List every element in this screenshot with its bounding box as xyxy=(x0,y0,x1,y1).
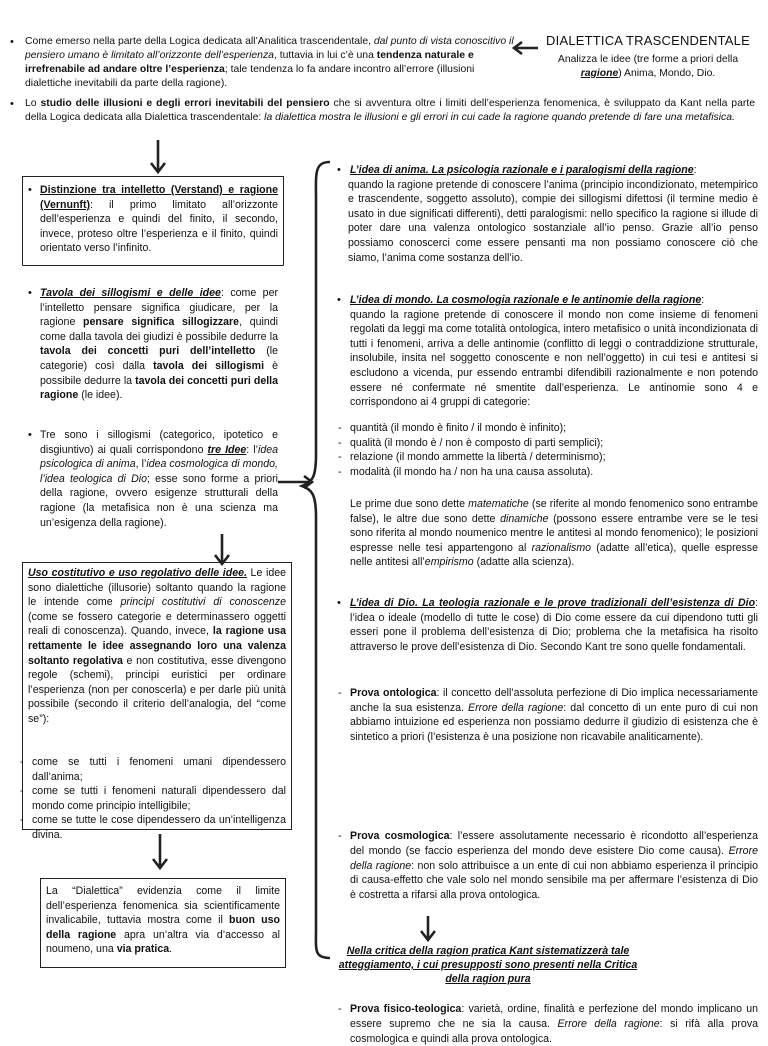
bullet-tavola: • xyxy=(28,287,32,299)
intro-paragraph xyxy=(25,35,515,91)
bullet-sillogismi: • xyxy=(28,429,32,441)
critica-note: Nella critica della ragion pratica Kant sistematizzerà tale atteggiamento, i cui presupposti sono presenti nella Critica della ragion pura xyxy=(338,945,638,986)
arrow-down-final xyxy=(150,834,170,872)
header-title: DIALETTICA TRASCENDENTALE xyxy=(546,33,750,48)
prova-fisico-teologica: - Prova fisico-teologica: varietà, ordine, finalità e perfezione del mondo implicano un essere supremo che ne sia la causa. Errore della ragione: si rifà alla prova cosmologica e quindi alla prova ontologica. xyxy=(338,1002,758,1046)
header-box xyxy=(543,32,753,81)
brace-ideas xyxy=(300,160,340,960)
final-text: La “Dialettica” evidenzia come il limite dell’esperienza fenomenica sia scientificamente invalicabile, tuttavia mostra come il buon uso della ragione apra un’altra via d’accesso al noumeno, una via pratica. xyxy=(46,885,280,956)
tavola-text: Tavola dei sillogismi e delle idee: come per l’intelletto pensare significa giudicare, per la ragione pensare significa sillogizzare, quindi come dalla tavola dei giudizi è possibile dedurre la tavola dei concetti puri dell’intelletto (le categorie) così dalla tavola dei sillogismi è possibile dedurre la tavola dei concetti puri della ragione (le idee). xyxy=(40,287,279,402)
bullet-box1: • xyxy=(28,184,32,196)
lead-paragraph: Lo studio delle illusioni e degli errori inevitabili del pensiero che si avventura oltre i limiti dell’esperienza fenomenica, è sviluppato da Kant nella parte della Logica dedicata alla Dialettica trascendentale: la dialettica mostra le illusioni e gli errori in cui cade la ragione quando pretende di fare una metafisica. xyxy=(25,98,755,123)
sillogismi-text: Tre sono i sillogismi (categorico, ipotetico e disgiuntivo) ai quali corrispondono tre Idee: l’idea psicologica di anima, l’idea cosmologica di mondo, l’idea teologica di Dio; esse sono forme a priori della ragione, ovvero esigenze strutturali della ragione (la metafisica non è una scienza ma un’esigenza della ragione). xyxy=(40,429,278,529)
anima-text: quando la ragione pretende di conoscere l’anima (principio incondizionato, metempirico e trascendente, soggetto assoluto), compie dei sillogismi difettosi (il termine medio è usato in due significati differenti), detti paralogismi: nello specifico la ragione si illude di poter dare una valenza ontologico sostanziale all’io penso. Grazie all’io penso possiamo conoscerci come essere pensanti ma non possiamo conoscere ciò che siamo, l’anima come sostanza dell’io. xyxy=(348,178,758,264)
anima-section: L’idea di anima. La psicologia razionale e i paralogismi della ragione: quando la ragione pretende di conoscere l’anima (principio incondizionato, metempirico e trascendente, soggetto assoluto), compie dei sillogismi difettosi (il termine medio è usato in due significati differenti), detti paralogismi: nello specifico la ragione si illude di poter dare una valenza ontologico sostanziale all’io penso. Grazie all’io penso possiamo conoscerci come essere pensanti ma non possiamo conoscere ciò che siamo, l’anima come sostanza dell’io. xyxy=(348,164,758,264)
mondo-detail: Le prime due sono dette matematiche (se riferite al mondo fenomenico sono entrambe false), le altre due sono dette dinamiche (possono essere entrambe vere se le tesi sono riferita al mondo noumenico mentre le antitesi al mondo fenomenico); le posizioni espresse nelle tesi appartengono al razionalismo (adatte all’etica), quelle espresse nelle antitesi all’empirismo (adatte alla scienza). xyxy=(350,498,758,569)
bullet-intro: • xyxy=(10,36,14,48)
prova-cosmologica: - Prova cosmologica: l’essere assolutamente necessario è ricondotto all’esperienza del mondo (se faccio esperienza del mondo deve esistere Dio come causa). Errore della ragione: non solo attribuisce a un ente di cui non abbiamo esperienza il principio di causa-effetto che vale solo nel mondo sensibile ma per affermare l’esistenza di Dio è costretta a rifarsi alla prova ontologica. xyxy=(338,829,758,902)
bullet-dio: • xyxy=(337,597,341,609)
intro-text-e: ; tale tendenza lo fa andare incontro all’errore (illusioni dialettiche inevitabili da parte della ragione). xyxy=(25,63,475,89)
bullet-mondo: • xyxy=(337,294,341,306)
antinomia-item: - qualità (il mondo è / non è composto di parti semplici); xyxy=(338,436,758,451)
intro-text-a: Come emerso nella parte della Logica dedicata all’Analitica trascendentale, xyxy=(25,36,374,47)
bullet-lead: • xyxy=(10,98,14,110)
uso-list-item: - come se tutti i fenomeni umani dipendessero dall’anima; xyxy=(20,755,286,784)
arrow-down-lead xyxy=(148,140,168,176)
antinomie-list xyxy=(338,421,758,479)
antinomia-item: - modalità (il mondo ha / non ha una causa assoluta). xyxy=(338,465,758,480)
uso-text: Uso costitutivo e uso regolativo delle idee. Le idee sono dialettiche (illusorie) soltanto quando la ragione le intende come principi costitutivi di conoscenze (come se fossero categorie e determinassero oggetti reali di conoscenza). Quando, invece, la ragione usa rettamente le idee assegnando loro una valenza soltanto regolativa e non costitutiva, esse divengono regole (schemi), principi euristici per ordinare l’esperienza (non per conoscerla) e per darle più unità possibile (secondo il criterio dell’analogia, del “come se”): xyxy=(28,567,286,726)
uso-list xyxy=(20,755,286,843)
prova-ontologica: - Prova ontologica: il concetto dell’assoluta perfezione di Dio implica necessariamente anche la sua esistenza. Errore della ragione: dal concetto di un ente puro di cui non abbiamo intuizione ed esperienza non possiamo dedurre il giudizio di esistenza che è sintetico a priori (l’esistenza è una posizione non ricavabile analiticamente). xyxy=(338,686,758,744)
box1-text: Distinzione tra intelletto (Verstand) e ragione (Vernunft): il primo limitato all’orizzonte dell’esperienza e quindi del finito, il secondo, invece, proteso oltre l’esperienza e il finito, quindi orientato verso l’infinito. xyxy=(40,184,278,255)
header-text: Analizza le idee (tre forme a priori della ragione) Anima, Mondo, Dio. xyxy=(557,53,739,79)
arrow-left-to-intro xyxy=(510,40,540,56)
dio-section: L’idea di Dio. La teologia razionale e le prove tradizionali dell’esistenza di Dio: l’idea o ideale (modello di tutte le cose) di Dio come essere da cui dipendono tutti gli esseri pone il problema dell’esistenza di Dio; problema che la metafisica ha risolto attraverso le prove dell’esistenza di Dio. Secondo Kant tre sono quelle fondamentali. xyxy=(350,597,758,653)
uso-list-item: - come se tutte le cose dipendessero da un’intelligenza divina. xyxy=(20,813,286,842)
intro-text-d: tendenza naturale e irrefrenabile ad andare oltre l’esperienza xyxy=(25,49,474,75)
bullet-anima: • xyxy=(337,164,341,176)
uso-list-item: - come se tutti i fenomeni naturali dipendessero dal mondo come principio intelligibile; xyxy=(20,784,286,813)
mondo-section: L’idea di mondo. La cosmologia razionale e le antinomie della ragione: quando la ragione pretende di conoscere il mondo non come insieme di fenomeni regolati da leggi ma come totalità ontologica, intero metafisico o unità incondizionata di tutti i fenomeni, arriva a delle antinomie (conflitto di leggi o contraddizione strutturale, insolubile, insita nel soggetto conoscente e non nell’oggetto) in cui tesi e antitesi si escludono a vicenda, pur essendo entrambi difendibili razionalmente e non potendo essere né confermate né smentite dall’esperienza. Le antinomie sono 4 e corrispondono ai 4 gruppi di categorie: xyxy=(350,294,758,409)
intro-text-b: dal punto di vista conoscitivo il pensiero umano è limitato all’orizzonte dell’esperienza xyxy=(25,36,514,61)
antinomia-item: - relazione (il mondo ammette la libertà / determinismo); xyxy=(338,450,758,465)
arrow-down-critica xyxy=(418,916,438,944)
intro-text-c: , tuttavia in lui c’è una xyxy=(273,49,377,61)
antinomia-item: - quantità (il mondo è finito / il mondo è infinito); xyxy=(338,421,758,436)
mondo-text: quando la ragione pretende di conoscere il mondo non come insieme di fenomeni regolati da leggi ma come totalità ontologica, intero metafisico o unità incondizionata di tutti i fenomeni, arriva a delle antinomie (conflitto di leggi o contraddizione strutturale, insolubile, insita nel soggetto conoscente e non nell’oggetto) in cui tesi e antitesi si escludono a vicenda, pur essendo entrambi difendibili razionalmente e non potendo essere né confermate né smentite dall’esperienza. Le antinomie sono 4 e corrispondono ai 4 gruppi di categorie: xyxy=(350,308,758,409)
